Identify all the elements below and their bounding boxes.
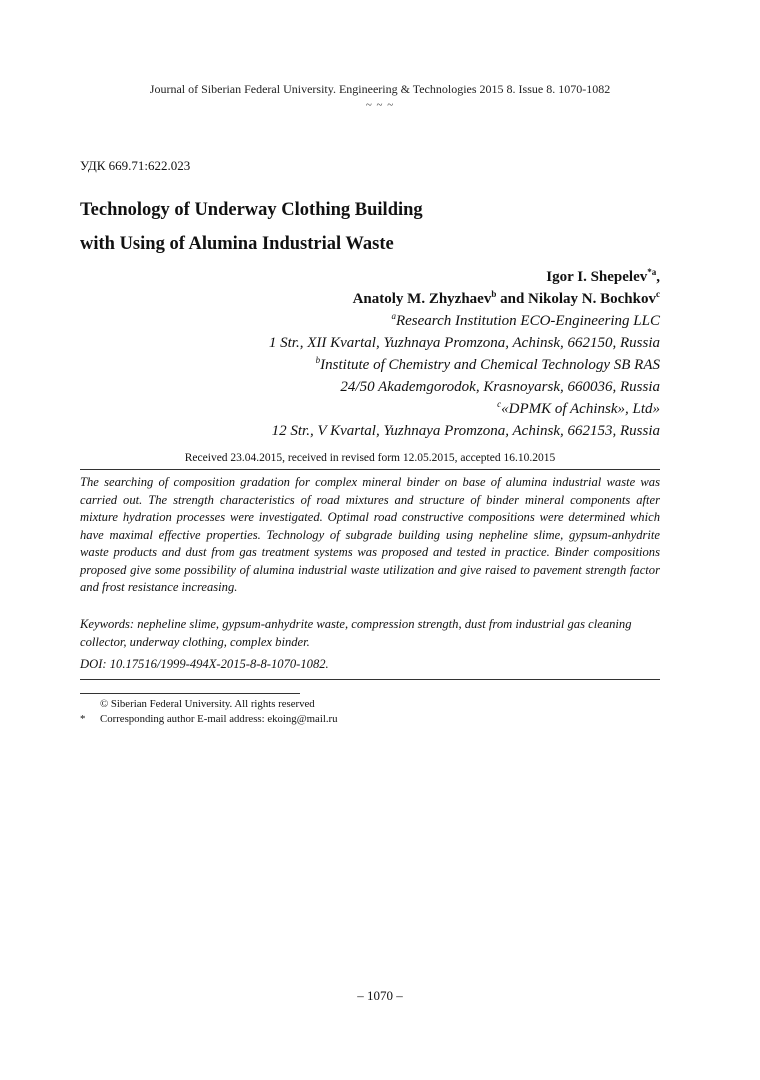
footnote xyxy=(80,697,580,712)
affiliation-text: 24/50 Akademgorodok, Krasnoyarsk, 660036, Russia xyxy=(340,379,660,395)
author-name: Igor I. Shepelev xyxy=(546,269,648,285)
divider-bottom xyxy=(80,679,660,680)
affiliation-line xyxy=(269,398,660,420)
affiliation-text: Research Institution ECO-Engineering LLC xyxy=(395,313,660,329)
affiliation-text: 12 Str., V Kvartal, Yuzhnaya Promzona, Achinsk, 662153, Russia xyxy=(271,423,660,439)
author-conjunction: and xyxy=(496,291,529,307)
affiliation-sup: b xyxy=(315,355,321,365)
footnote xyxy=(80,712,580,727)
author-sup: *a xyxy=(647,267,657,277)
authors-block xyxy=(269,266,660,442)
author-line-2 xyxy=(269,288,660,310)
footnote-rule xyxy=(80,693,300,694)
affiliation-sup: c xyxy=(497,399,502,409)
footnote-mark xyxy=(80,697,100,712)
affiliation-text: Institute of Chemistry and Chemical Technology SB RAS xyxy=(320,357,660,373)
abstract: The searching of composition gradation for complex mineral binder on base of alumina industrial waste was carried out. The strength characteristics of road mixtures and structure of binder mineral components after mixture hydration processes were investigated. Optimal road constructive compositions were determined which have maximal effective properties. Technology of subgrade building using nepheline slime, gypsum-anhydrite waste products and dust from gas treatment systems was proposed and tested in practice. Binder compositions proposed give some possibility of alumina industrial waste utilization and give raised to pavement strength factor and frost resistance increasing. xyxy=(80,475,660,594)
title-line-2: with Using of Alumina Industrial Waste xyxy=(80,234,394,254)
affiliation-line xyxy=(269,420,660,442)
article-title xyxy=(80,193,640,261)
affiliation-sup: a xyxy=(391,311,396,321)
footnote-text: © Siberian Federal University. All rights reserved xyxy=(100,698,315,710)
affiliation-text: «DPMK of Achinsk», Ltd» xyxy=(501,401,660,417)
author-name: Nikolay N. Bochkov xyxy=(528,291,656,307)
author-line-1 xyxy=(269,266,660,288)
footnote-text: Corresponding author E-mail address: ekoing@mail.ru xyxy=(100,713,338,725)
udk-code: УДК 669.71:622.023 xyxy=(80,158,191,173)
affiliation-line xyxy=(269,332,660,354)
footnotes xyxy=(80,697,580,727)
author-name: Anatoly M. Zhyzhaev xyxy=(352,291,492,307)
affiliation-text: 1 Str., XII Kvartal, Yuzhnaya Promzona, Achinsk, 662150, Russia xyxy=(268,335,660,351)
affiliation-line xyxy=(269,354,660,376)
divider-top xyxy=(80,469,660,470)
journal-header: Journal of Siberian Federal University. Engineering & Technologies 2015 8. Issue 8. 1070-1082 xyxy=(149,82,611,96)
author-sup: c xyxy=(656,289,660,299)
affiliation-line xyxy=(269,376,660,398)
header-ornament: ~ ~ ~ xyxy=(365,99,395,111)
keywords: Keywords: nepheline slime, gypsum-anhydrite waste, compression strength, dust from industrial gas cleaning collector, underway clothing, complex binder. xyxy=(80,617,632,649)
affiliation-line xyxy=(269,310,660,332)
footnote-mark: * xyxy=(80,713,86,725)
page-number: – 1070 – xyxy=(357,988,403,1003)
author-sup: b xyxy=(491,289,497,299)
received-dates: Received 23.04.2015, received in revised form 12.05.2015, accepted 16.10.2015 xyxy=(184,452,556,464)
title-line-1: Technology of Underway Clothing Building xyxy=(80,200,423,220)
doi: DOI: 10.17516/1999-494X-2015-8-8-1070-1082. xyxy=(80,657,329,671)
author-punct: , xyxy=(656,269,660,285)
